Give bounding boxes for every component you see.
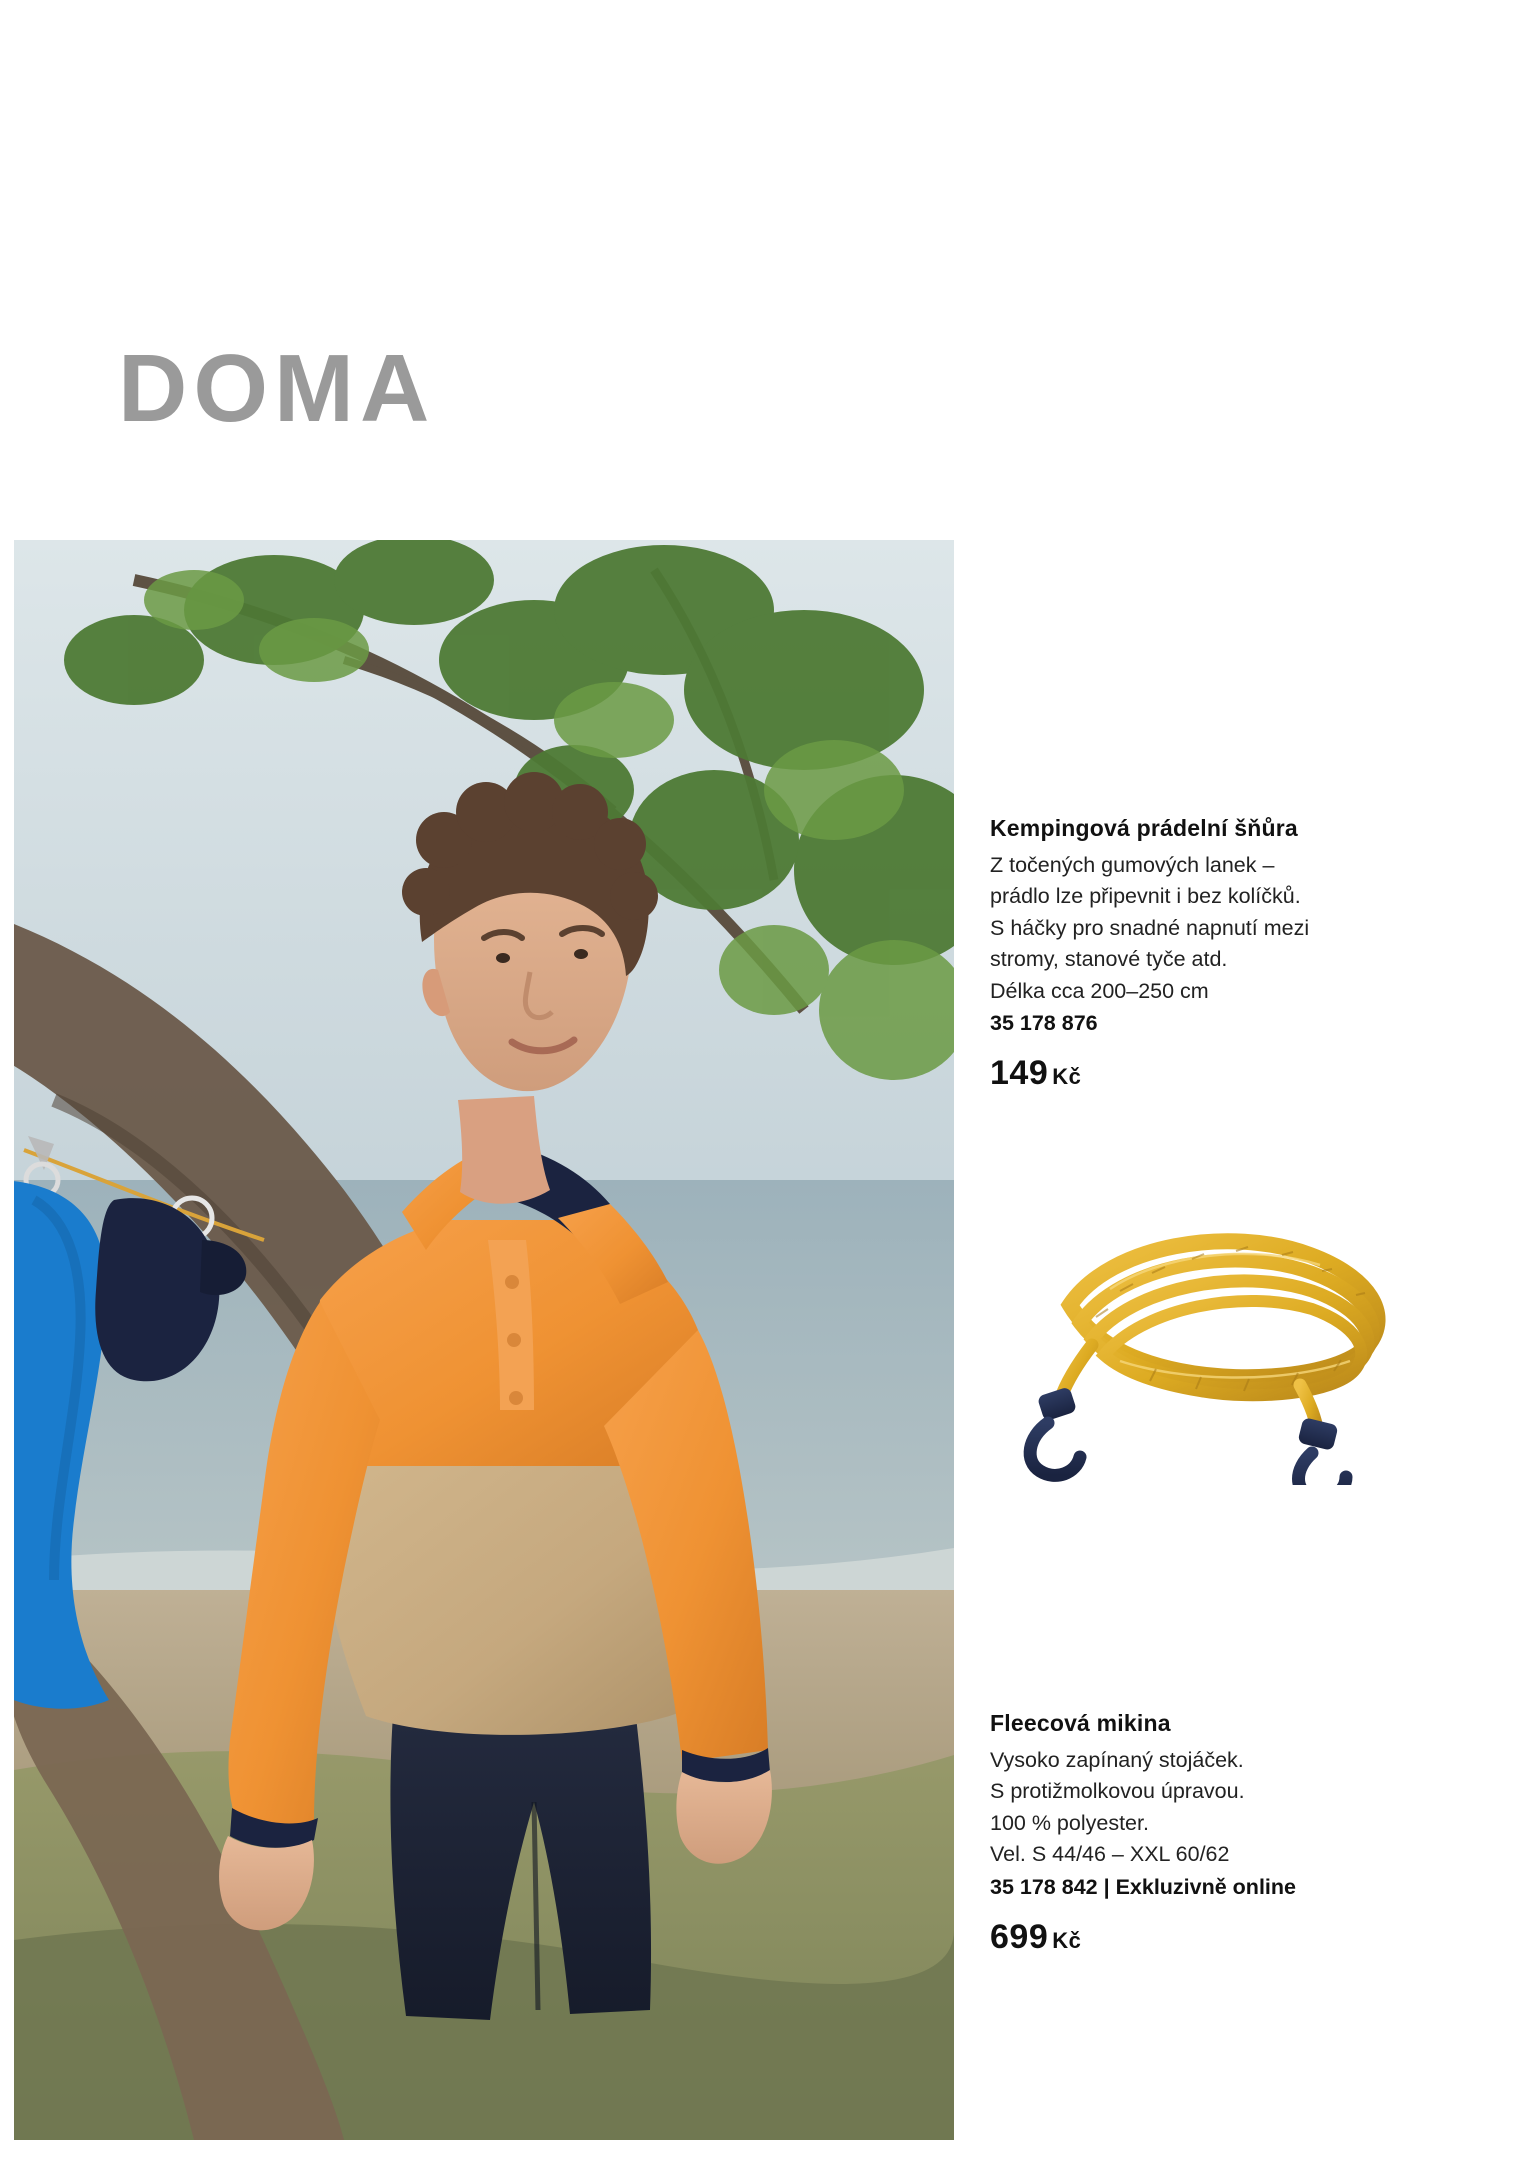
product-block-rope (990, 815, 1420, 1093)
price-value: 699 (990, 1917, 1049, 1956)
product-desc-line: stromy, stanové tyče atd. (990, 947, 1228, 972)
hero-image (14, 540, 954, 2140)
product-desc-line: Délka cca 200–250 cm (990, 978, 1209, 1003)
product-desc-line: prádlo lze připevnit i bez kolíčků. (990, 884, 1301, 909)
product-column (990, 0, 1490, 2160)
product-desc-line: Z točených gumových lanek – (990, 853, 1275, 877)
product-price-rope (990, 1054, 1420, 1093)
page-title-line-1: DOMA (118, 335, 436, 443)
price-value: 149 (990, 1053, 1049, 1092)
product-code-fleece: 35 178 842 | Exkluzivně online (990, 1874, 1296, 1899)
product-desc-line: S protižmolkovou úpravou. (990, 1779, 1245, 1804)
product-block-fleece (990, 1710, 1420, 1957)
product-title-fleece: Fleecová mikina (990, 1710, 1171, 1736)
product-image-rope (1000, 1185, 1430, 1485)
product-desc-line: S háčky pro snadné napnutí mezi (990, 915, 1310, 940)
product-desc-line: 100 % polyester. (990, 1810, 1149, 1835)
product-desc-line: Vel. S 44/46 – XXL 60/62 (990, 1842, 1230, 1867)
product-title-rope: Kempingová prádelní šňůra (990, 815, 1298, 841)
product-price-fleece (990, 1918, 1420, 1957)
product-code-rope: 35 178 876 (990, 1010, 1098, 1035)
product-desc-line: Vysoko zapínaný stojáček. (990, 1748, 1244, 1772)
price-currency: Kč (1052, 1927, 1082, 1953)
price-currency: Kč (1052, 1063, 1082, 1089)
